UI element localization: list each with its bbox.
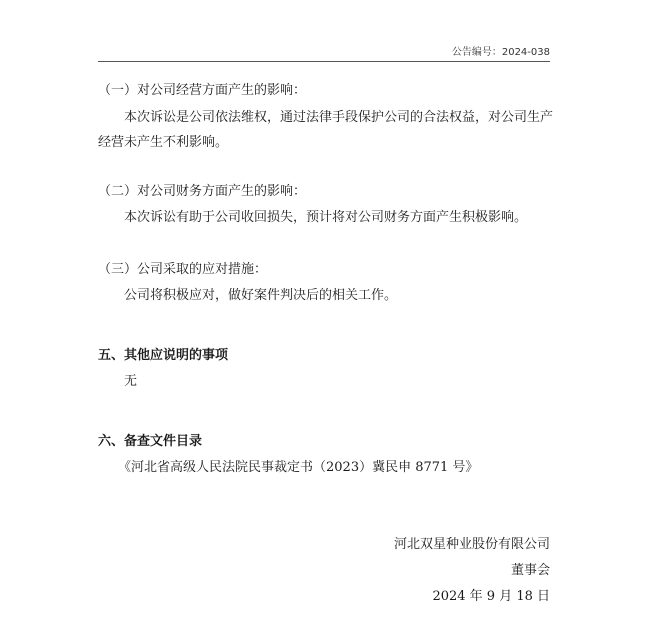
signature-date: 2024 年 9 月 18 日 — [432, 589, 550, 604]
section-3-text-line-1: 公司将积极应对，做好案件判决后的相关工作。 — [124, 288, 398, 303]
section-5-heading: 五、其他应说明的事项 — [98, 348, 229, 363]
section-6-text-line-1: 《河北省高级人民法院民事裁定书（2023）冀民申 8771 号》 — [118, 460, 479, 475]
section-6-heading: 六、备查文件目录 — [98, 434, 203, 449]
section-1-text-line-1: 本次诉讼是公司依法维权，通过法律手段保护公司的合法权益，对公司生产 — [124, 110, 554, 125]
signature-company: 河北双星种业股份有限公司 — [393, 537, 550, 552]
header-rule — [98, 61, 550, 62]
section-5-text-line-1: 无 — [124, 374, 138, 389]
section-1-text-line-2: 经营未产生不利影响。 — [98, 135, 229, 150]
announcement-code: 公告编号：2024-038 — [451, 47, 550, 58]
section-2-text-line-1: 本次诉讼有助于公司收回损失，预计将对公司财务方面产生积极影响。 — [124, 210, 528, 225]
section-2-heading: （二）对公司财务方面产生的影响： — [98, 184, 307, 199]
section-1-heading: （一）对公司经营方面产生的影响： — [98, 83, 307, 98]
signature-board: 董事会 — [510, 563, 550, 578]
section-3-heading: （三）公司采取的应对措施： — [98, 262, 268, 277]
